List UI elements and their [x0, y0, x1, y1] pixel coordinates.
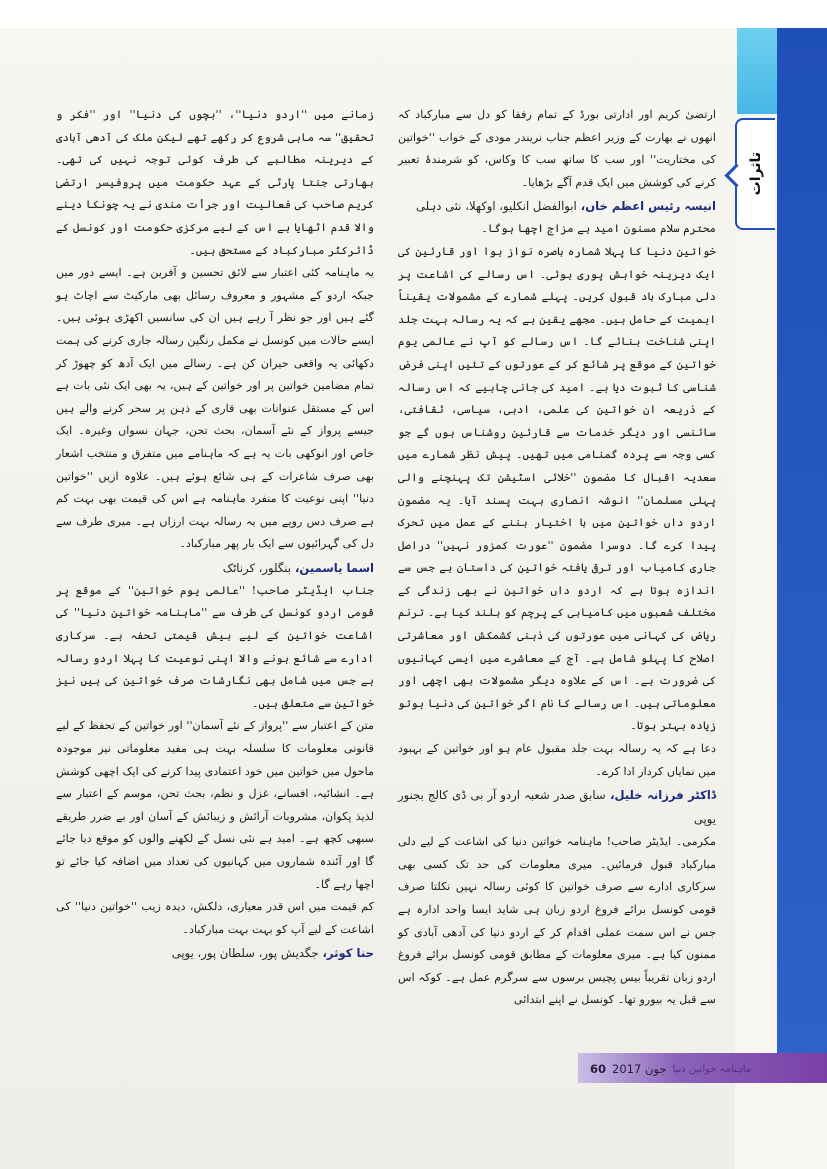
section-tab [735, 118, 775, 230]
right-column [398, 104, 716, 1054]
signature-name: انیسہ رئیس اعظم خاں، [580, 199, 716, 214]
paragraph: مکرمی۔ ایڈیٹر صاحب! ماہنامہ خواتین دنیا کی اشاعت کے لیے دلی مبارکباد قبول فرمائیں۔ میری معلومات کی حد تک کسی بھی سرکاری ادارے سے صرف خواتین کا کوئی رسالہ نہیں نکلتا صرف قومی کونسل برائے فروغ اردو زبان ہی شاید ایسا واحد ادارہ ہے جس نے اس سمت عملی اقدام کر کے اردو دنیا کی آدھی آبادی کو ممنون کیا ہے۔ میری معلومات کے مطابق قومی کونسل برائے فروغ اردو زبان تقریباً بیس پچیس برسوں سے سرگرم عمل ہے۔ کوکہ اس سے قبل یہ بیورو تھا۔ کونسل نے اپنے ابتدائی [398, 835, 716, 1007]
signature-name: اسما یاسمین، [295, 560, 374, 575]
article-columns [56, 104, 716, 1054]
side-color-bar [777, 28, 827, 1053]
signature-place: جگدیش پور، سلطان پور، یوپی [171, 946, 319, 961]
signature-name: حنا کوثر، [322, 946, 374, 961]
paragraph: جناب ایڈیٹر صاحب! ''عالمی یوم خواتین'' کے موقع پر قومی اردو کونسل کی طرف سے ''ماہنامہ خواتین دنیا'' کی اشاعت خواتین کے لیے بیش قیمتی تحفہ ہے۔ سرکاری ادارے سے شائع ہونے والا اپنی نوعیت کا پہلا اردو رسالہ ہے جس میں شامل بھی نگارشات صرف خواتین کی ہیں نیز خواتین سے متعلق ہیں۔ [56, 583, 374, 710]
signature-name: ڈاکٹر فرزانہ خلیل، [610, 788, 716, 803]
issue-date: 2017 جون [612, 1062, 667, 1076]
magazine-name: ماہنامہ خواتین دنیا [672, 1063, 752, 1075]
signature-place: ابوالفضل انکلیو، اوکھلا، نئی دہلی [416, 199, 577, 214]
paragraph: دعا ہے کہ یہ رسالہ بہت جلد مقبول عام ہو اور خواتین کے بہبود میں نمایاں کردار ادا کرے۔ [398, 742, 716, 778]
side-accent-bar [737, 28, 777, 114]
paragraph: ارتضیٰ کریم اور ادارتی بورڈ کے تمام رفقا کو دل سے مبارکباد کہ انھوں نے بھارت کے وزیر اعظم جناب نریندر مودی کے خواب ''خواتین کی مختاریت'' اور سب کا ساتھ سب کا وکاس، کو شرمندۂ تعبیر کرنے کی کوشش میں ایک قدم آگے بڑھایا۔ [398, 108, 716, 189]
paragraph: یہ ماہنامہ کئی اعتبار سے لائق تحسین و آفرین ہے۔ ایسے دور میں جبکہ اردو کے مشہور و معروف رسائل بھی مارکیٹ سے اچاٹ ہو گئے ہیں اور جو نظر آ رہے ہیں ان کی سانسیں اکھڑی ہوئی ہیں۔ ایسے حالات میں کونسل نے مکمل رنگین رسالہ جاری کرنے کی ہمت دکھائی یہ واقعی حیران کن ہے۔ رسالے میں ایک آدھ کو چھوڑ کر تمام مضامین خواتین پر اور خواتین کے ہیں، یہ بھی ایک نئی بات ہے اس کے مستقل عنوانات بھی قاری کے ذہن پر سحر کرنے والے ہیں جیسے پرواز کے نئے آسمان، بحث تحن، جہان نسواں وغیرہ۔ ایک خاص اور انوکھی بات یہ ہے کہ ماہنامے میں متفرق و منتخب اشعار بھی صرف شاعرات کے ہی شائع ہوئے ہیں۔ علاوہ ازیں ''خواتین دنیا'' اپنی نوعیت کا منفرد ماہنامہ ہے اس کی قیمت بھی بہت کم ہے صرف دس روپے میں یہ رسالہ بہت ارزاں ہے۔ میری طرف سے دل کی گہرائیوں سے ایک بار پھر مبارکباد۔ [56, 266, 374, 551]
letter-signature [56, 556, 374, 580]
letter-signature [398, 194, 716, 218]
letter-signature [398, 783, 716, 831]
paragraph: خواتین دنیا کا پہلا شمارہ باصرہ نواز ہوا اور قارئین کی ایک دیرینہ خواہش پوری ہوئی۔ اس رسالے کی اشاعت پر دلی مبارک باد قبول کریں۔ پہلے شمارے کے مشمولات یقیناً اہمیت کے حامل ہیں۔ مجھے یقین ہے کہ یہ رسالہ بہت جلد اپنی شناخت بنائے گا۔ اس رسالے کو آپ نے عالمی یوم خواتین کے موقع پر شائع کر کے عورتوں کے تئیں اپنی فرض شناسی کا ثبوت دیا ہے۔ امید کی جانی چاہیے کہ اس رسالہ کے ذریعہ ان خواتین کی علمی، ادبی، سیاسی، ثقافتی، سائنسی اور دیگر خدمات سے قارئین روشناس ہوں گے جو کسی وجہ سے پردہ گمنامی میں تھیں۔ پیش نظر شمارے میں سعدیہ اقبال کا مضمون ''خلائی اسٹیشن تک پہنچنے والی پہلی مسلمان'' انوشہ انصاری بہت پسند آیا۔ یہ مضمون اردو داں خواتین میں با اختیار بننے کے عمل میں تحرک پیدا کرے گا۔ دوسرا مضمون ''عورت کمزور نہیں'' دراصل جاری کامیاب اور ترقی یافتہ خواتین کی داستان ہے جس سے اندازہ ہوتا ہے کہ اردو داں خواتین نے بھی زندگی کے مختلف شعبوں میں کامیابی کے پرچم کو بلند کیا ہے۔ ترنم ریاض کی کہانی میں عورتوں کی ذہنی کشمکش اور معاشرتی اصلاح کا پہلو شامل ہے۔ آج کے معاشرے میں ایسی کہانیوں کی ضرورت ہے۔ اس کے علاوہ دیگر مشمولات بھی اچھی اور معلوماتی ہیں۔ اس رسالے کا نام اگر خواتین کی دنیا ہوتو زیادہ بہتر ہوتا۔ [398, 244, 716, 733]
paragraph: زمانے میں ''اردو دنیا''، ''بچوں کی دنیا'' اور ''فکر و تحقیق'' سہ ماہی شروع کر رکھے تھے لیکن ملک کی آدھی آبادی کے دیرینہ مطالبے کی طرف کوئی توجہ نہیں کی تھی۔ بھارتی جنتا پارٹی کے عہد حکومت میں پروفیسر ارتضیٰ کریم صاحب کی فعالیت اور جرأت مندی نے یہ چونکا دینے والا قدم اٹھایا ہے اس کے لیے مرکزی حکومت اور کونسل کے ڈائرکٹر مبارکباد کے مستحق ہیں۔ [56, 108, 374, 257]
letter-signature [56, 941, 374, 965]
paragraph: متن کے اعتبار سے ''پرواز کے نئے آسمان'' اور خواتین کے تحفظ کے لیے قانونی معلومات کا سلسلہ بہت ہی مفید معلوماتی نیز موجودہ ماحول میں خواتین میں خود اعتمادی پیدا کرنے کی ایک اچھی کوشش ہے۔ انشائیہ، افسانے، غزل و نظم، بحث تحن، موسم کے اعتبار سے لذیذ پکوان، مشروبات آرائش و زیبائش کے آسان اور بے ضرر طریقے سبھی کچھ ہے۔ امید ہے نئی نسل کے لکھنے والوں کو موقع دیا جائے گا اور آئندہ شماروں میں کہانیوں کی تعداد میں اضافہ کیا جائے تو اچھا رہے گا۔ [56, 719, 374, 891]
page-footer [590, 1060, 760, 1078]
signature-place: سابق صدر شعبہ اردو آر بی ڈی کالج بجنور یوپی [398, 788, 716, 827]
top-margin [0, 0, 827, 28]
left-column [56, 104, 374, 1054]
section-tab-label: تاثرات [748, 152, 764, 196]
paragraph: کم قیمت میں اس قدر معیاری، دلکش، دیدہ زیب ''خواتین دنیا'' کی اشاعت کے لیے آپ کو بہت بہت مبارکباد۔ [56, 900, 374, 936]
signature-place: بنگلور، کرناٹک [222, 560, 291, 575]
page-number: 60 [590, 1062, 607, 1076]
paragraph: محترم سلام مسنون امید ہے مزاج اچھا ہوگا۔ [481, 222, 716, 236]
